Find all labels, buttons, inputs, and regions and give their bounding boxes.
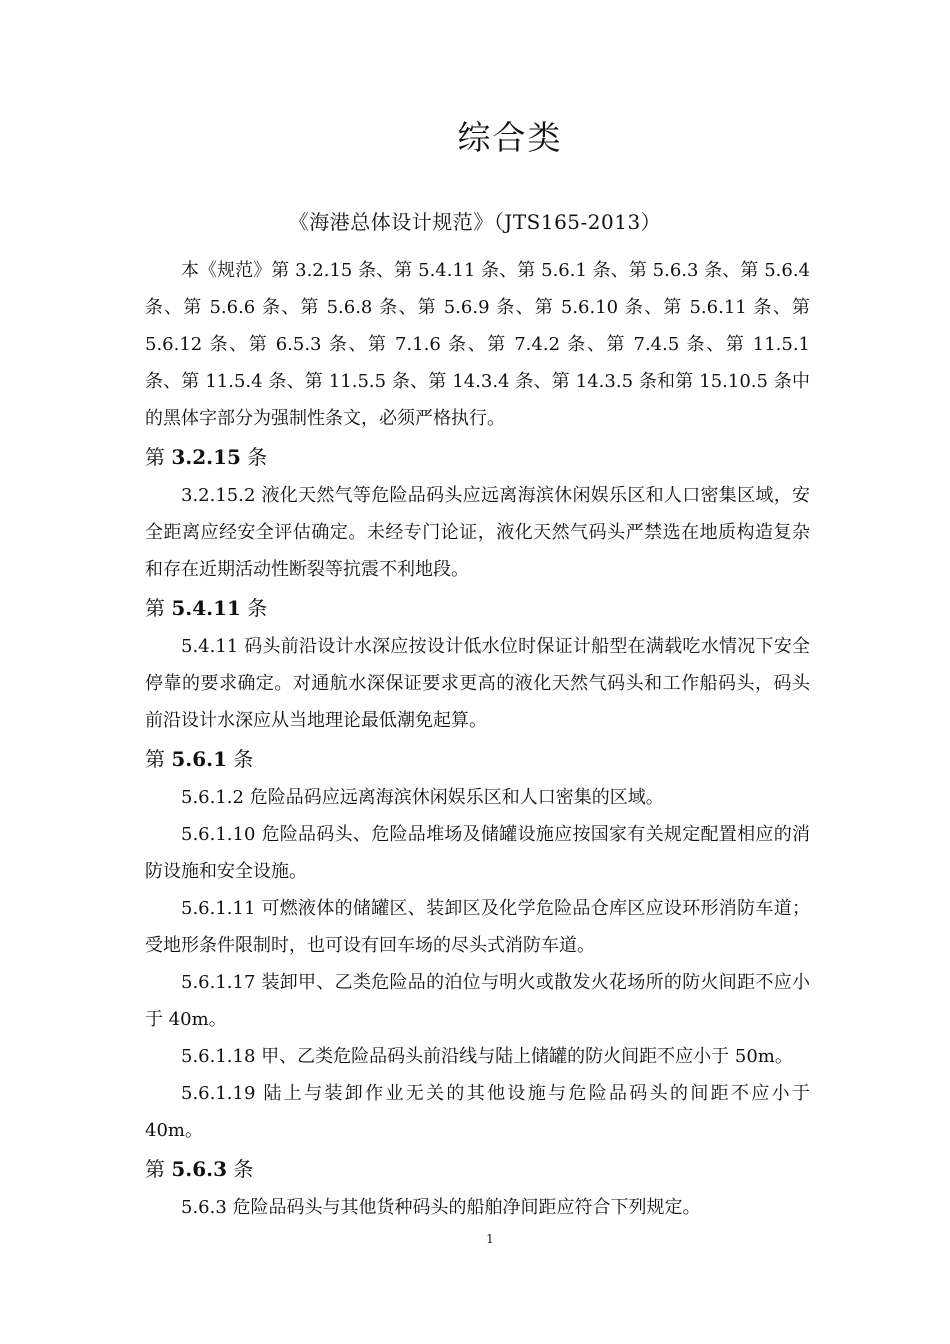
heading-number: 5.6.3 [171,1157,228,1181]
clause-paragraph: 3.2.15.2 液化天然气等危险品码头应远离海滨休闲娱乐区和人口密集区域，安全距离应经安全评估确定。未经专门论证，液化天然气码头严禁选在地质构造复杂和存在近期活动性断裂等抗震不利地段。 [145,485,810,580]
clause-paragraph: 5.6.1.2 危险品码应远离海滨休闲娱乐区和人口密集的区域。 [181,787,664,808]
clause-paragraph: 5.6.1.17 装卸甲、乙类危险品的泊位与明火或散发火花场所的防火间距不应小于 40m。 [145,972,810,1030]
section-heading [145,588,810,628]
document-body [145,252,810,1226]
heading-number: 5.4.11 [171,596,241,620]
clause-paragraph: 5.4.11 码头前沿设计水深应按设计低水位时保证计船型在满载吃水情况下安全停靠的要求确定。对通航水深保证要求更高的液化天然气码头和工作船码头，码头前沿设计水深应从当地理论最低潮免起算。 [145,636,810,731]
heading-number: 3.2.15 [171,445,241,469]
page-number: 1 [486,1232,494,1246]
section-5-6-1 [145,739,810,1149]
clause-paragraph: 5.6.3 危险品码头与其他货种码头的船舶净间距应符合下列规定。 [181,1197,701,1218]
clause-paragraph: 5.6.1.18 甲、乙类危险品码头前沿线与陆上储罐的防火间距不应小于 50m。 [181,1046,793,1067]
page-title: 综合类 [457,118,563,157]
heading-prefix: 第 [145,1157,172,1181]
section-3-2-15 [145,437,810,588]
section-5-6-3 [145,1149,810,1226]
heading-suffix: 条 [227,1157,254,1181]
heading-prefix: 第 [145,445,172,469]
clause-paragraph: 5.6.1.19 陆上与装卸作业无关的其他设施与危险品码头的间距不应小于 40m。 [145,1083,810,1141]
section-heading [145,437,810,477]
intro-paragraph: 本《规范》第 3.2.15 条、第 5.4.11 条、第 5.6.1 条、第 5.6.3 条、第 5.6.4 条、第 5.6.6 条、第 5.6.8 条、第 5.6.9 条、第 5.6.10 条、第 5.6.11 条、第 5.6.12 条、第 6.5.3 条、第 7.1.6 条、第 7.4.2 条、第 7.4.5 条、第 11.5.1 条、第 11.5.4 条、第 11.5.5 条、第 14.3.4 条、第 14.3.5 条和第 15.10.5 条中的黑体字部分为强制性条文，必须严格执行。 [145,260,810,429]
heading-suffix: 条 [240,445,268,469]
section-heading [145,1149,810,1189]
heading-suffix: 条 [227,747,254,771]
clause-paragraph: 5.6.1.10 危险品码头、危险品堆场及储罐设施应按国家有关规定配置相应的消防设施和安全设施。 [145,824,810,882]
heading-suffix: 条 [240,596,268,620]
section-heading [145,739,810,779]
heading-prefix: 第 [145,596,172,620]
clause-paragraph: 5.6.1.11 可燃液体的储罐区、装卸区及化学危险品仓库区应设环形消防车道；受地形条件限制时，也可设有回车场的尽头式消防车道。 [145,898,810,956]
heading-prefix: 第 [145,747,172,771]
document-subtitle: 《海港总体设计规范》（JTS165-2013） [288,210,662,234]
section-5-4-11 [145,588,810,739]
heading-number: 5.6.1 [171,747,228,771]
